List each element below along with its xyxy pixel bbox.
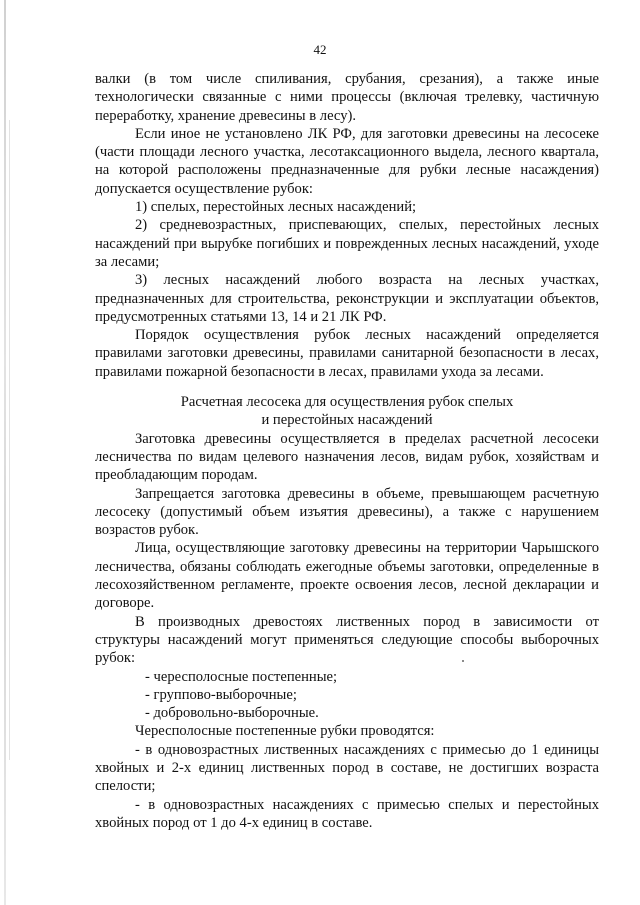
scan-edge-line [9,120,10,760]
strip-felling-heading: Чересполосные постепенные рубки проводятся: [135,723,435,740]
method-item: - чересполосные постепенные; [145,668,338,685]
strip-felling-item: - в одновозрастных лиственных насаждениях с примесью до 1 единицы хвойных и 2-х единиц лиственных пород в составе, не достигших возраста спелости; [95,741,599,795]
paragraph-obligations: Лица, осуществляющие заготовку древесины на территории Чарышского лесничества, обязаны соблюдать ежегодные объемы заготовки, определенные в лесохозяйственном регламенте, проекте освоения лесов, лесной декларации и договоре. [95,540,599,612]
method-item: - добровольно-выборочные. [145,705,319,722]
paragraph-continuation: валки (в том числе спиливания, срубания, срезания), а также иные технологически связанные с ними процессы (включая трелевку, частичную переработку, хранение древесины в лесу). [95,71,599,124]
scan-speck [462,660,464,662]
list-item: 3) лесных насаждений любого возраста на лесных участках, предназначенных для строительства, реконструкции и эксплуатации объектов, предусмотренных статьями 13, 14 и 21 ЛК РФ. [95,272,599,325]
paragraph-allowed-felling: Если иное не установлено ЛК РФ, для заготовки древесины на лесосеке (части площади лесного участка, лесотаксационного выдела, лесного квартала, на которой расположены предназначенные для рубки лесные насаждения) допускается осуществление рубок: [95,125,599,197]
section-heading [95,393,599,430]
paragraph-selective-methods: В производных древостоях лиственных пород в зависимости от структуры насаждений могут применяться следующие способы выборочных рубок: [95,613,599,667]
body-text [95,70,599,832]
section-heading-line2: и перестойных насаждений [261,412,433,429]
strip-felling-item: - в одновозрастных насаждениях с примесью спелых и перестойных хвойных пород от 1 до 4-х единиц в составе. [95,796,599,831]
list-item: 1) спелых, перестойных лесных насаждений; [135,199,417,216]
list-item: 2) средневозрастных, приспевающих, спелых, перестойных лесных насаждений при вырубке погибших и поврежденных лесных насаждений, уходе за лесами; [95,217,599,270]
paragraph-harvest-limit: Заготовка древесины осуществляется в пределах расчетной лесосеки лесничества по видам целевого назначения лесов, видам рубок, хозяйствам и преобладающим породам. [95,430,599,484]
paragraph-felling-order: Порядок осуществления рубок лесных насаждений определяется правилами заготовки древесины, правилами санитарной безопасности в лесах, правилами пожарной безопасности в лесах, правилами ухода за лесами. [95,327,599,380]
page-number: 42 [313,42,327,57]
scan-edge-shadow [4,0,6,905]
method-item: - группово-выборочные; [145,686,297,703]
section-heading-line1: Расчетная лесосека для осуществления рубок спелых [180,394,514,411]
paragraph-prohibition: Запрещается заготовка древесины в объеме, превышающем расчетную лесосеку (допустимый объем изъятия древесины), а также с нарушением возрастов рубок. [95,485,599,539]
